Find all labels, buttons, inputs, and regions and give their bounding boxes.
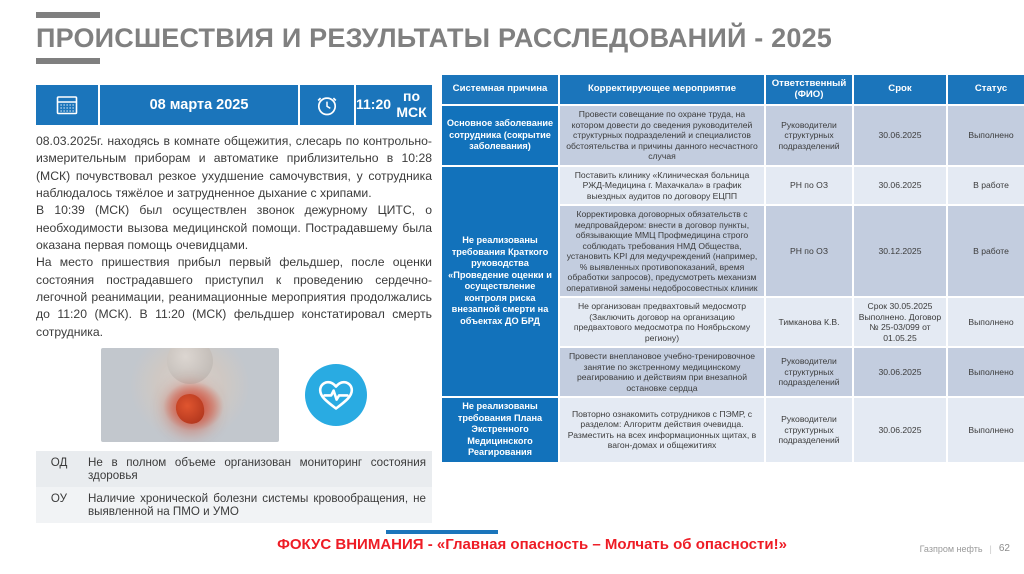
column-header-system-cause: Системная причина <box>442 75 558 104</box>
focus-text: ФОКУС ВНИМАНИЯ - «Главная опасность – Молчать об опасности!» <box>277 536 787 553</box>
deadline-cell: 30.12.2025 <box>854 206 946 296</box>
cause-text: Не в полном объеме организован мониторинг состояния здоровья <box>82 451 432 487</box>
cause-code: ОД <box>36 451 82 487</box>
table-header-row <box>442 75 1024 104</box>
calendar-icon <box>36 85 98 125</box>
causes-table <box>36 451 432 523</box>
event-time <box>356 85 432 125</box>
responsible-line1: Ответственный <box>771 78 847 89</box>
column-header-deadline: Срок <box>854 75 946 104</box>
brand-separator: | <box>989 543 992 554</box>
page-number: 62 <box>998 543 1010 554</box>
responsible-cell: Руководители структурных подразделений <box>766 398 852 462</box>
deadline-cell: Срок 30.05.2025 Выполнено. Договор № 25-03/099 от 01.05.25 <box>854 298 946 346</box>
responsible-cell: РН по ОЗ <box>766 206 852 296</box>
title-block <box>36 12 996 64</box>
column-header-responsible <box>766 75 852 104</box>
deadline-cell: 30.06.2025 <box>854 106 946 164</box>
status-cell: В работе <box>948 206 1024 296</box>
event-time-zone: по МСК <box>396 88 427 120</box>
status-cell: Выполнено <box>948 298 1024 346</box>
responsible-cell: Руководители структурных подразделений <box>766 348 852 396</box>
corrective-measure-cell: Поставить клинику «Клиническая больница РЖД-Медицина г. Махачкала» в график выездных аудитов по договору ЕЦПП <box>560 167 764 204</box>
focus-banner <box>0 536 1024 553</box>
corrective-measure-cell: Повторно ознакомить сотрудников с ПЭМР, с разделом: Алгоритм действия очевидца. Разместить на всех информационных щитах, в вагон-домах и общежитиях <box>560 398 764 462</box>
title-rule-bottom <box>36 58 100 64</box>
brand-name: Газпром нефть <box>919 543 983 554</box>
cause-code: ОУ <box>36 487 82 523</box>
status-cell: Выполнено <box>948 398 1024 462</box>
corrective-measure-cell: Корректировка договорных обязательств с медпровайдером: внести в договор пункты, обязывающие ММЦ Профмедицина строго соблюдать требования НМД Общества, установить KPI для медучреждений (например, % выявленных противопоказаний, время обработки запросов), предусмотреть механизм оперативной замены недобросовестных клиник <box>560 206 764 296</box>
status-cell: Выполнено <box>948 348 1024 396</box>
cause-text: Наличие хронической болезни системы кровообращения, не выявленной на ПМО и УМО <box>82 487 432 523</box>
event-date: 08 марта 2025 <box>100 85 298 125</box>
table-row <box>442 106 1024 164</box>
system-cause-cell: Основное заболевание сотрудника (сокрытие заболевания) <box>442 106 558 164</box>
system-cause-cell: Не реализованы требования Плана Экстренного Медицинского Реагирования <box>442 398 558 462</box>
heart-pulse-icon <box>305 364 367 426</box>
corrective-measure-cell: Не организован предвахтовый медосмотр (Заключить договор на организацию предвахтового медосмотра по Ноябрьскому региону) <box>560 298 764 346</box>
deadline-cell: 30.06.2025 <box>854 167 946 204</box>
narrative-paragraph: В 10:39 (МСК) был осуществлен звонок дежурному ЦИТС, о необходимости вызова медицинской помощи. Пострадавшему была оказана первая помощь очевидцами. <box>36 203 432 252</box>
responsible-cell: Руководители структурных подразделений <box>766 106 852 164</box>
column-header-status: Статус <box>948 75 1024 104</box>
responsible-cell: РН по ОЗ <box>766 167 852 204</box>
corrective-measure-cell: Провести совещание по охране труда, на котором довести до сведения руководителей структурных подразделений и специалистов обстоятельства и причины данного несчастного случая <box>560 106 764 164</box>
footer-accent-strip <box>386 530 498 534</box>
responsible-cell: Тимканова К.В. <box>766 298 852 346</box>
table-row <box>442 167 1024 204</box>
alarm-clock-icon <box>300 85 354 125</box>
left-column <box>36 85 432 523</box>
event-time-value: 11:20 <box>356 96 392 113</box>
status-cell: Выполнено <box>948 106 1024 164</box>
page-title: ПРОИСШЕСТВИЯ И РЕЗУЛЬТАТЫ РАССЛЕДОВАНИЙ - 2025 <box>36 23 833 53</box>
corrective-measure-cell: Провести внеплановое учебно-тренировочное занятие по экстренному медицинскому реагированию и действиям при внезапной остановке сердца <box>560 348 764 396</box>
figures-row <box>36 347 432 443</box>
column-header-corrective-measure: Корректирующее мероприятие <box>560 75 764 104</box>
event-date-time-bar <box>36 85 432 125</box>
deadline-cell: 30.06.2025 <box>854 348 946 396</box>
chest-anatomy-heart-illustration <box>101 348 279 442</box>
title-rule-top <box>36 12 100 18</box>
status-cell: В работе <box>948 167 1024 204</box>
table-row <box>36 451 432 487</box>
system-cause-cell: Не реализованы требования Краткого руководства «Проведение оценки и осуществление контроля риска внезапной смерти на объектах ДО БРД <box>442 167 558 396</box>
deadline-cell: 30.06.2025 <box>854 398 946 462</box>
narrative-paragraph: 08.03.2025г. находясь в комнате общежития, слесарь по контрольно-измерительным приборам и автоматике приблизительно в 10:28 (МСК) почувствовал резкое ухудшение самочувствия, у сотрудника наблюдалось тяжёлое и затрудненное дыхание с хрипами. <box>36 134 432 200</box>
table-row <box>442 398 1024 462</box>
footer-brand <box>920 543 1010 554</box>
narrative-paragraph: На место пришествия прибыл первый фельдшер, после оценки состояния пострадавшего приступил к проведению сердечно-легочной реанимации, реанимационные мероприятия продолжались до 11:20 (МСК). В 11:20 (МСК) фельдшер констатировал смерть сотрудника. <box>36 255 432 339</box>
table-row <box>36 487 432 523</box>
responsible-line2: (ФИО) <box>794 88 824 100</box>
incident-narrative <box>36 133 432 341</box>
corrective-actions-table <box>440 73 1024 464</box>
